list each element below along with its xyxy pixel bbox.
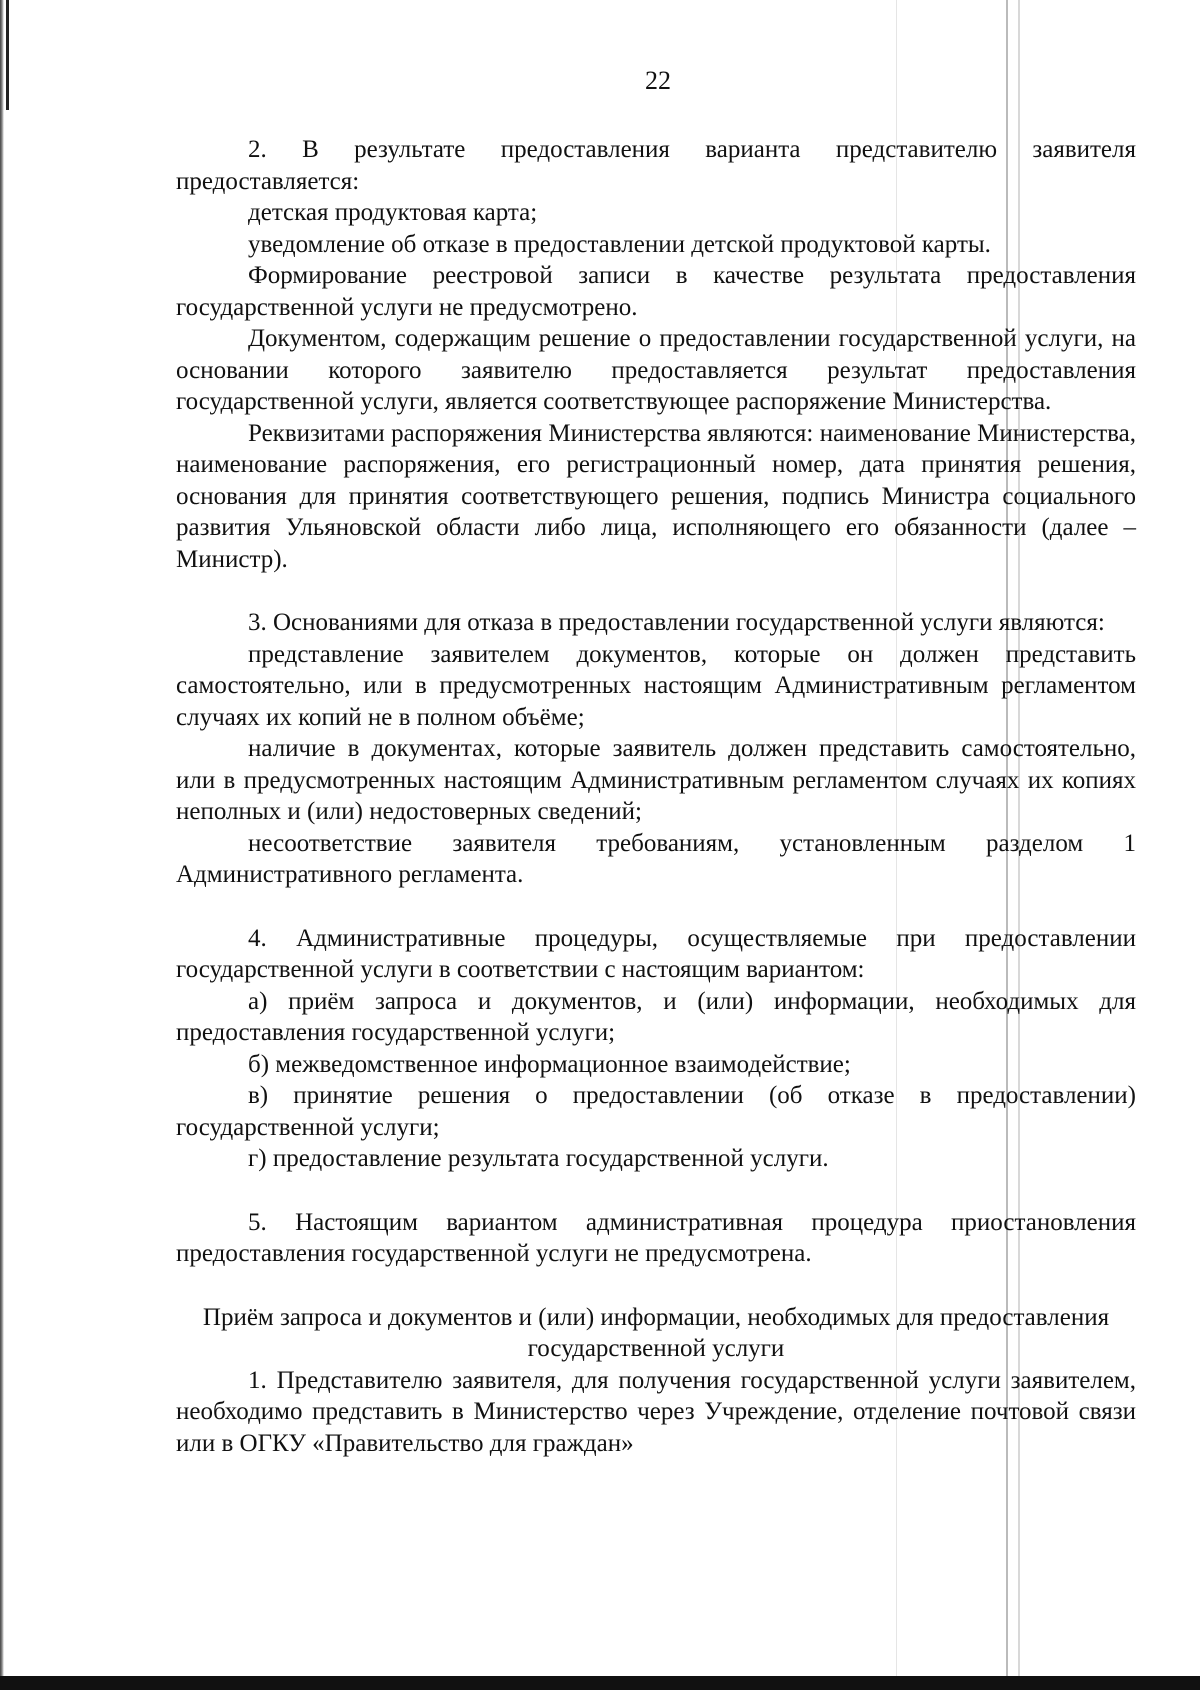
paragraph: 2. В результате предоставления варианта представителю заявителя предоставляется:	[176, 136, 1136, 195]
scan-left-edge	[0, 0, 4, 1690]
section-gap	[176, 1270, 1136, 1302]
paragraph: Реквизитами распоряжения Министерства являются: наименование Министерства, наименование распоряжения, его регистрационный номер, дата принятия решения, основания для принятия соответствующего решения, подпись Министра социального развития Ульяновской области либо лица, исполняющего его обязанности (далее – Министр).	[176, 419, 1136, 573]
document-body	[176, 134, 1136, 1459]
section-gap	[176, 891, 1136, 923]
paragraph: в) принятие решения о предоставлении (об отказе в предоставлении) государственной услуги;	[176, 1082, 1136, 1141]
paragraph: 4. Административные процедуры, осуществляемые при предоставлении государственной услуги в соответствии с настоящим вариантом:	[176, 924, 1136, 983]
scan-bottom-bar	[0, 1676, 1200, 1690]
paragraph: 1. Представителю заявителя, для получения государственной услуги заявителем, необходимо представить в Министерство через Учреждение, отделение почтовой связи или в ОГКУ «Правительство для граждан»	[176, 1366, 1136, 1457]
paragraph: уведомление об отказе в предоставлении детской продуктовой карты.	[248, 230, 991, 258]
paragraph: 3. Основаниями для отказа в предоставлении государственной услуги являются:	[248, 609, 1105, 636]
section-heading: Приём запроса и документов и (или) информации, необходимых для предоставления государственной услуги	[202, 1303, 1110, 1362]
paragraph: несоответствие заявителя требованиям, установленным разделом 1 Административного регламента.	[176, 829, 1136, 888]
paragraph: 5. Настоящим вариантом административная процедура приостановления предоставления государственной услуги не предусмотрена.	[176, 1208, 1136, 1267]
paragraph: а) приём запроса и документов, и (или) информации, необходимых для предоставления государственной услуги;	[176, 987, 1136, 1046]
paragraph: г) предоставление результата государственной услуги.	[248, 1145, 829, 1172]
paragraph: детская продуктовая карта;	[248, 199, 538, 226]
paragraph: б) межведомственное информационное взаимодействие;	[248, 1050, 851, 1078]
paragraph: представление заявителем документов, которые он должен представить самостоятельно, или в предусмотренных настоящим Административным регламентом случаях их копий не в полном объёме;	[176, 640, 1136, 731]
paragraph: Документом, содержащим решение о предоставлении государственной услуги, на основании которого заявителю предоставляется результат предоставления государственной услуги, является соответствующее распоряжение Министерства.	[176, 325, 1136, 415]
section-gap	[176, 575, 1136, 607]
page-number: 22	[645, 66, 671, 95]
paragraph: наличие в документах, которые заявитель должен представить самостоятельно, или в предусмотренных настоящим Административным регламентом случаях их копиях неполных и (или) недостоверных сведений;	[176, 735, 1136, 825]
section-gap	[176, 1175, 1136, 1207]
paragraph: Формирование реестровой записи в качестве результата предоставления государственной услуги не предусмотрено.	[176, 262, 1136, 321]
